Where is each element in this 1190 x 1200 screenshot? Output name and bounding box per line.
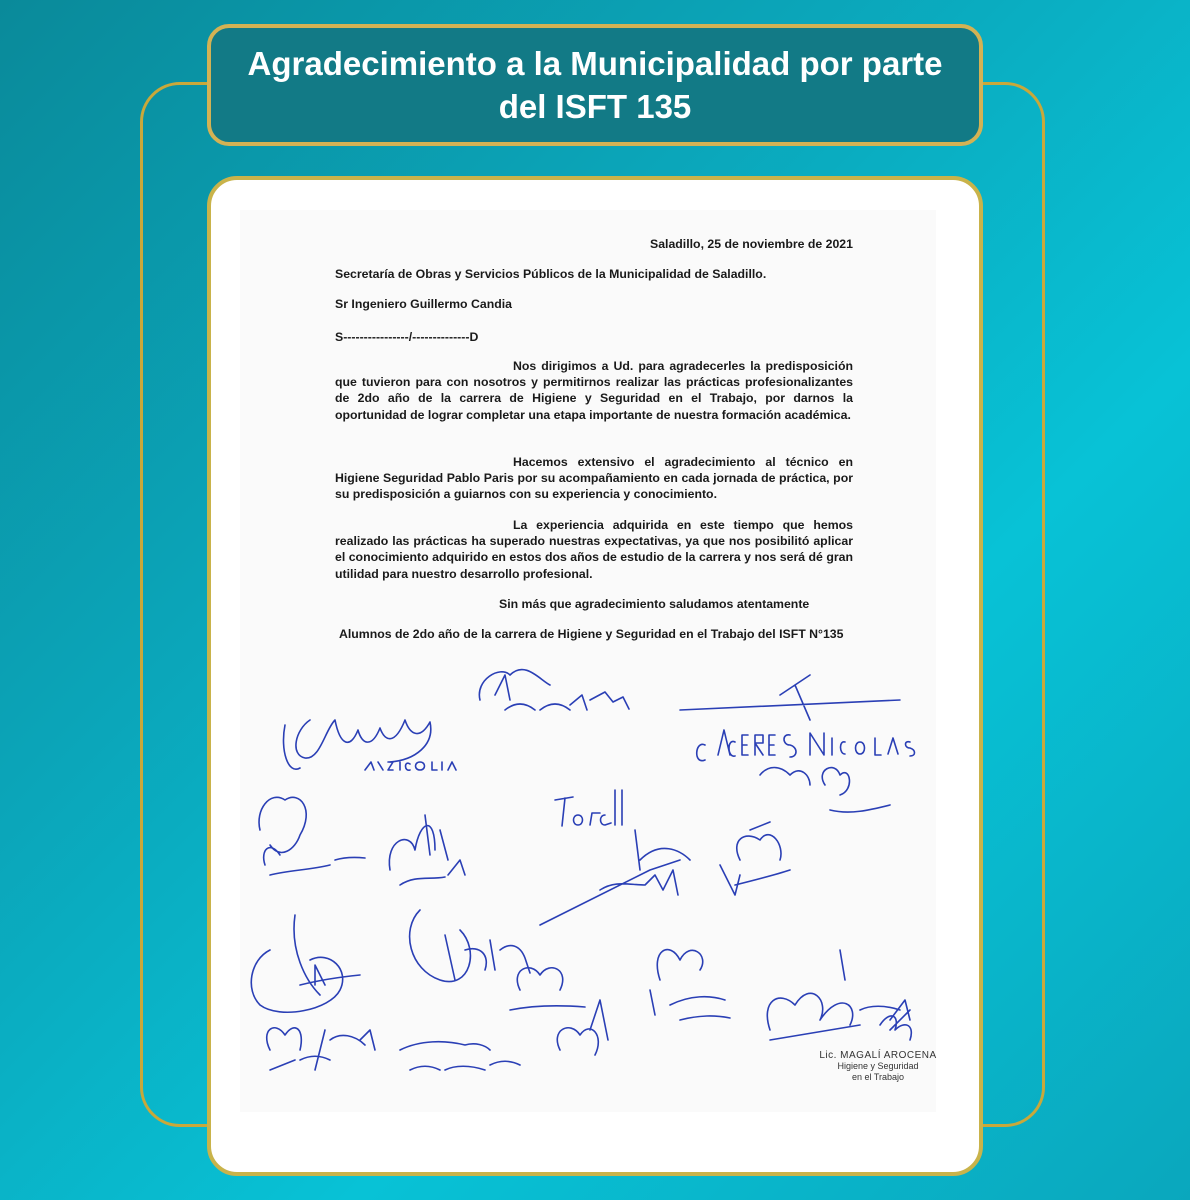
signature-rodriguez [760,768,890,813]
signature-renzi [365,762,456,770]
handwritten-signatures [240,650,936,1112]
letter-paragraph-2: Hacemos extensivo el agradecimiento al técnico en Higiene Seguridad Pablo Paris por su acompañamiento en cada jornada de práctica, por su predisposición a guiarnos con su experiencia y conocimiento. [335,455,853,502]
letter-closing: Sin más que agradecimiento saludamos atentamente [499,597,810,611]
signature-daniela [259,797,365,875]
signature-mariano [767,950,910,1040]
signature-pablo-arias [410,910,530,982]
signature-caceres [680,675,915,761]
signature-emilia [389,815,465,885]
professional-stamp [808,1050,948,1083]
letter-date: Saladillo, 25 de noviembre de 2021 [650,237,853,251]
signature-torelli [555,790,622,826]
signature-middle [510,968,608,1055]
signature-acosto [650,950,730,1020]
signature-gaudio [400,1042,520,1070]
signature-initials [880,1010,911,1040]
signature-cesaro [720,822,790,895]
signature-1 [296,720,431,762]
signature-leonardo [251,915,360,1012]
signature-tornatore [267,1028,375,1070]
stamp-line-2: en el Trabajo [851,1072,905,1082]
page-title: Agradecimiento a la Municipalidad por parte del ISFT 135 [247,45,943,125]
title-banner [207,24,983,146]
stamp-name: Lic. MAGALÍ AROCENA [819,1050,937,1061]
letter-paragraph-3: La experiencia adquirida en este tiempo que hemos realizado las prácticas ha superado nuestras expectativas, ya que nos posibilitó aplicar el conocimiento adquirido en estos dos años de estudio de la carrera y nos será dé gran utilidad para nuestro desarrollo profesional. [335,518,853,581]
letter-salutation-mark: S----------------/--------------D [335,330,479,344]
letter-sign-off: Alumnos de 2do año de la carrera de Higiene y Seguridad en el Trabajo del ISFT N°135 [339,627,844,641]
signature-1-mark [283,725,300,769]
signature-angeles [540,830,690,925]
letter-addressee: Secretaría de Obras y Servicios Públicos de la Municipalidad de Saladillo. [335,267,767,281]
letter-paragraph-1: Nos dirigimos a Ud. para agradecerles la predisposición que tuvieron para con nosotros y permitirnos realizar las prácticas profesionalizantes de 2do año de la carrera de Higiene y Seguridad en el Trabajo, por darnos la oportunidad de lograr completar una etapa importante de nuestra formación académica. [335,359,853,422]
signature-schweizer [479,670,629,710]
letter-greeting: Sr Ingeniero Guillermo Candia [335,297,512,311]
stamp-line-1: Higiene y Seguridad [837,1061,919,1071]
